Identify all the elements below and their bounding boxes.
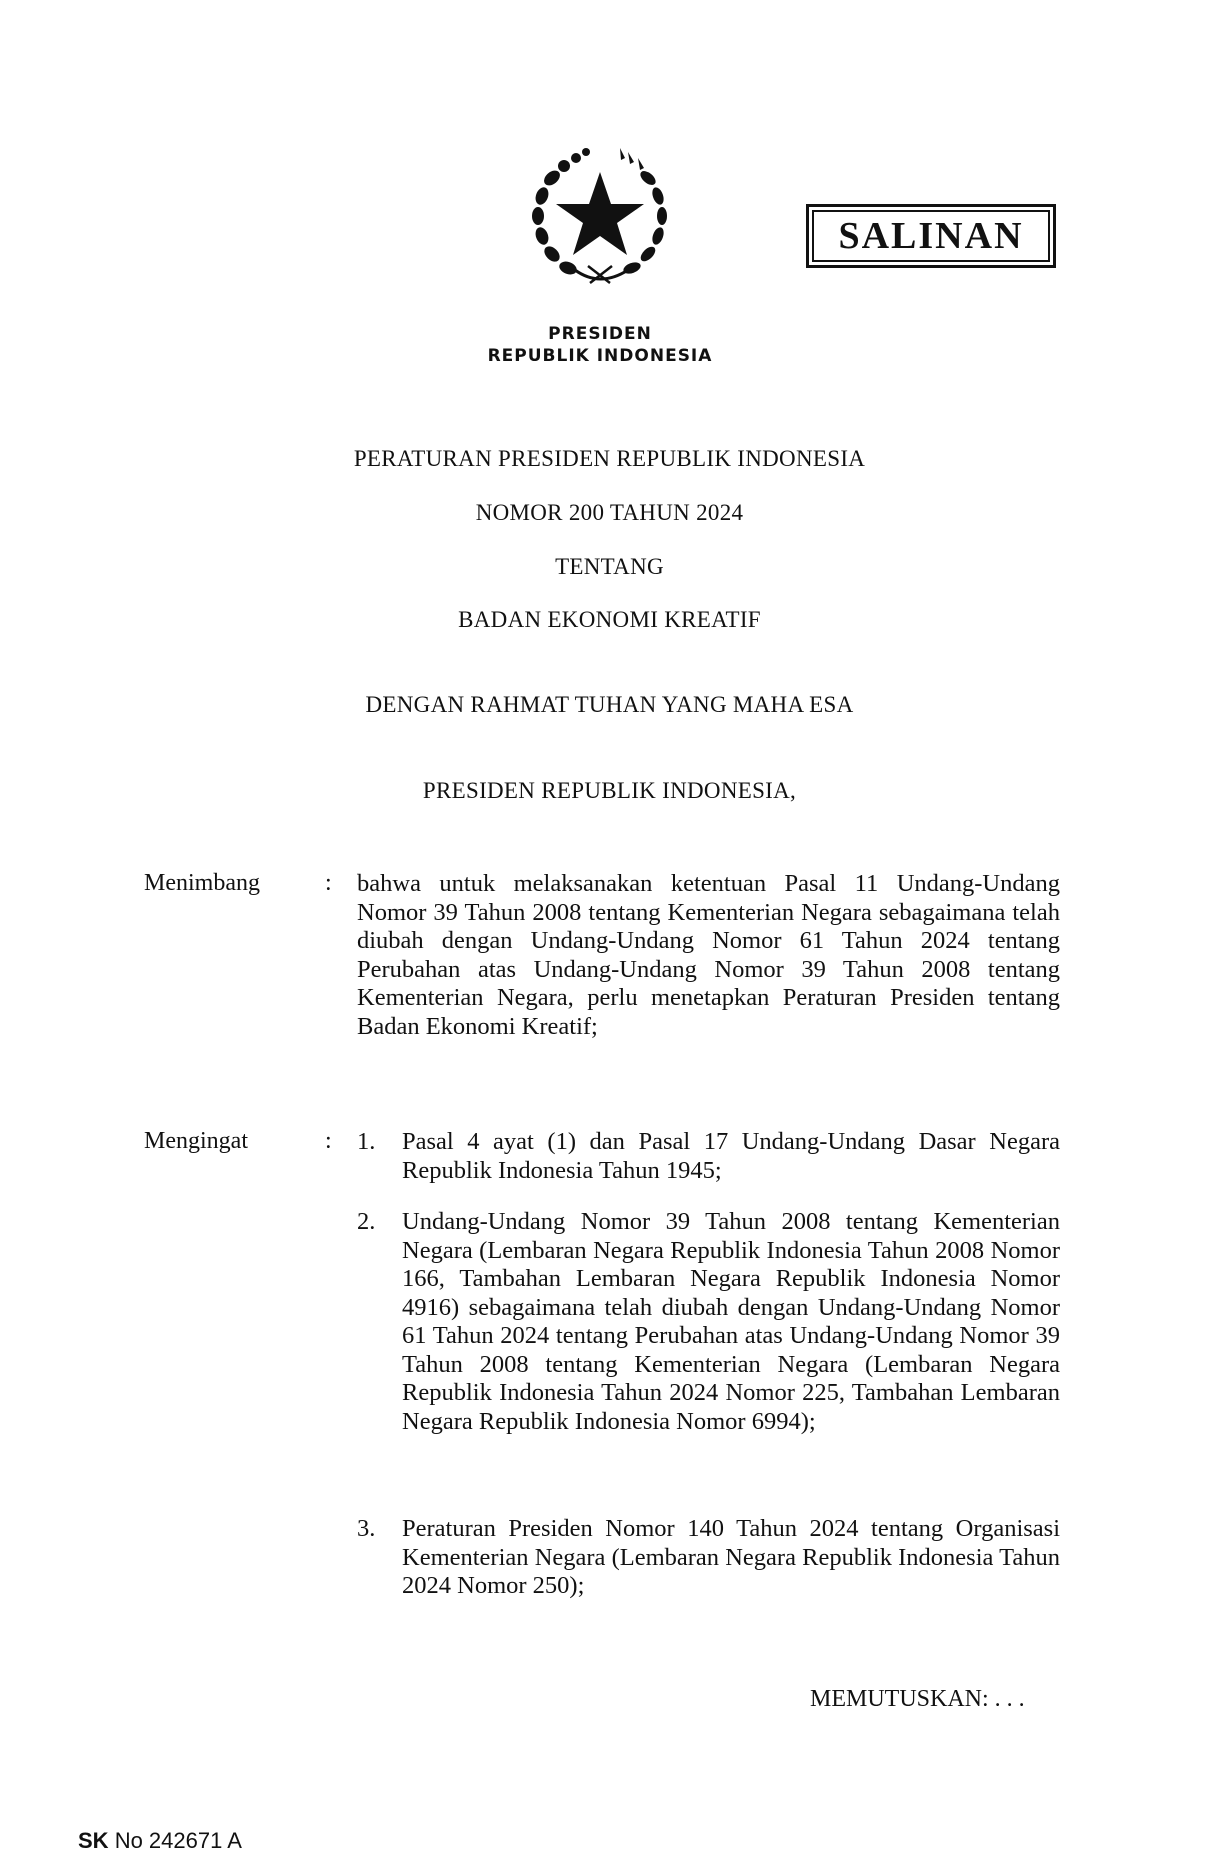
seal-caption-republik: REPUBLIK INDONESIA xyxy=(487,346,713,366)
mengingat-item-3-number: 3. xyxy=(357,1515,376,1542)
menimbang-label: Menimbang xyxy=(144,870,260,896)
issuer: PRESIDEN REPUBLIK INDONESIA, xyxy=(422,778,797,803)
sk-number-value: No 242671 A xyxy=(114,1828,242,1853)
sk-prefix: SK xyxy=(78,1828,109,1853)
mengingat-label: Mengingat xyxy=(144,1128,248,1154)
mengingat-item-2-number: 2. xyxy=(357,1208,376,1235)
presidential-seal-icon xyxy=(520,138,680,298)
mengingat-item-3-text: Peraturan Presiden Nomor 140 Tahun 2024 tentang Organisasi Kementerian Negara (Lembaran Negara Republik Indonesia Tahun 2024 Nomor 250); xyxy=(402,1515,1060,1599)
menimbang-colon: : xyxy=(325,870,332,896)
seal-caption-presiden: PRESIDEN xyxy=(548,324,652,344)
sk-number xyxy=(78,1828,242,1854)
document-number: NOMOR 200 TAHUN 2024 xyxy=(475,500,744,525)
salinan-stamp: SALINAN xyxy=(806,204,1056,268)
document-title: PERATURAN PRESIDEN REPUBLIK INDONESIA xyxy=(353,446,866,471)
mengingat-item-1-text: Pasal 4 ayat (1) dan Pasal 17 Undang-Undang Dasar Negara Republik Indonesia Tahun 1945; xyxy=(402,1128,1060,1184)
menimbang-text: bahwa untuk melaksanakan ketentuan Pasal 11 Undang-Undang Nomor 39 Tahun 2008 tentang Kementerian Negara sebagaimana telah diubah dengan Undang-Undang Nomor 61 Tahun 2024 tentang Perubahan atas Undang-Undang Nomor 39 Tahun 2008 tentang Kementerian Negara, perlu menetapkan Peraturan Presiden tentang Badan Ekonomi Kreatif; xyxy=(357,870,1060,1040)
document-subject: BADAN EKONOMI KREATIF xyxy=(458,607,761,632)
mengingat-item-1-number: 1. xyxy=(357,1128,376,1155)
continuation-marker: MEMUTUSKAN: . . . xyxy=(810,1686,1025,1712)
invocation: DENGAN RAHMAT TUHAN YANG MAHA ESA xyxy=(365,692,854,717)
document-tentang: TENTANG xyxy=(555,554,664,579)
mengingat-item-2-text: Undang-Undang Nomor 39 Tahun 2008 tentang Kementerian Negara (Lembaran Negara Republik Indonesia Tahun 2008 Nomor 166, Tambahan Lembaran Negara Republik Indonesia Nomor 4916) sebagaimana telah diubah dengan Undang-Undang Nomor 61 Tahun 2024 tentang Perubahan atas Undang-Undang Nomor 39 Tahun 2008 tentang Kementerian Negara (Lembaran Negara Republik Indonesia Tahun 2024 Nomor 225, Tambahan Lembaran Negara Republik Indonesia Nomor 6994); xyxy=(402,1208,1060,1435)
mengingat-colon: : xyxy=(325,1128,332,1154)
